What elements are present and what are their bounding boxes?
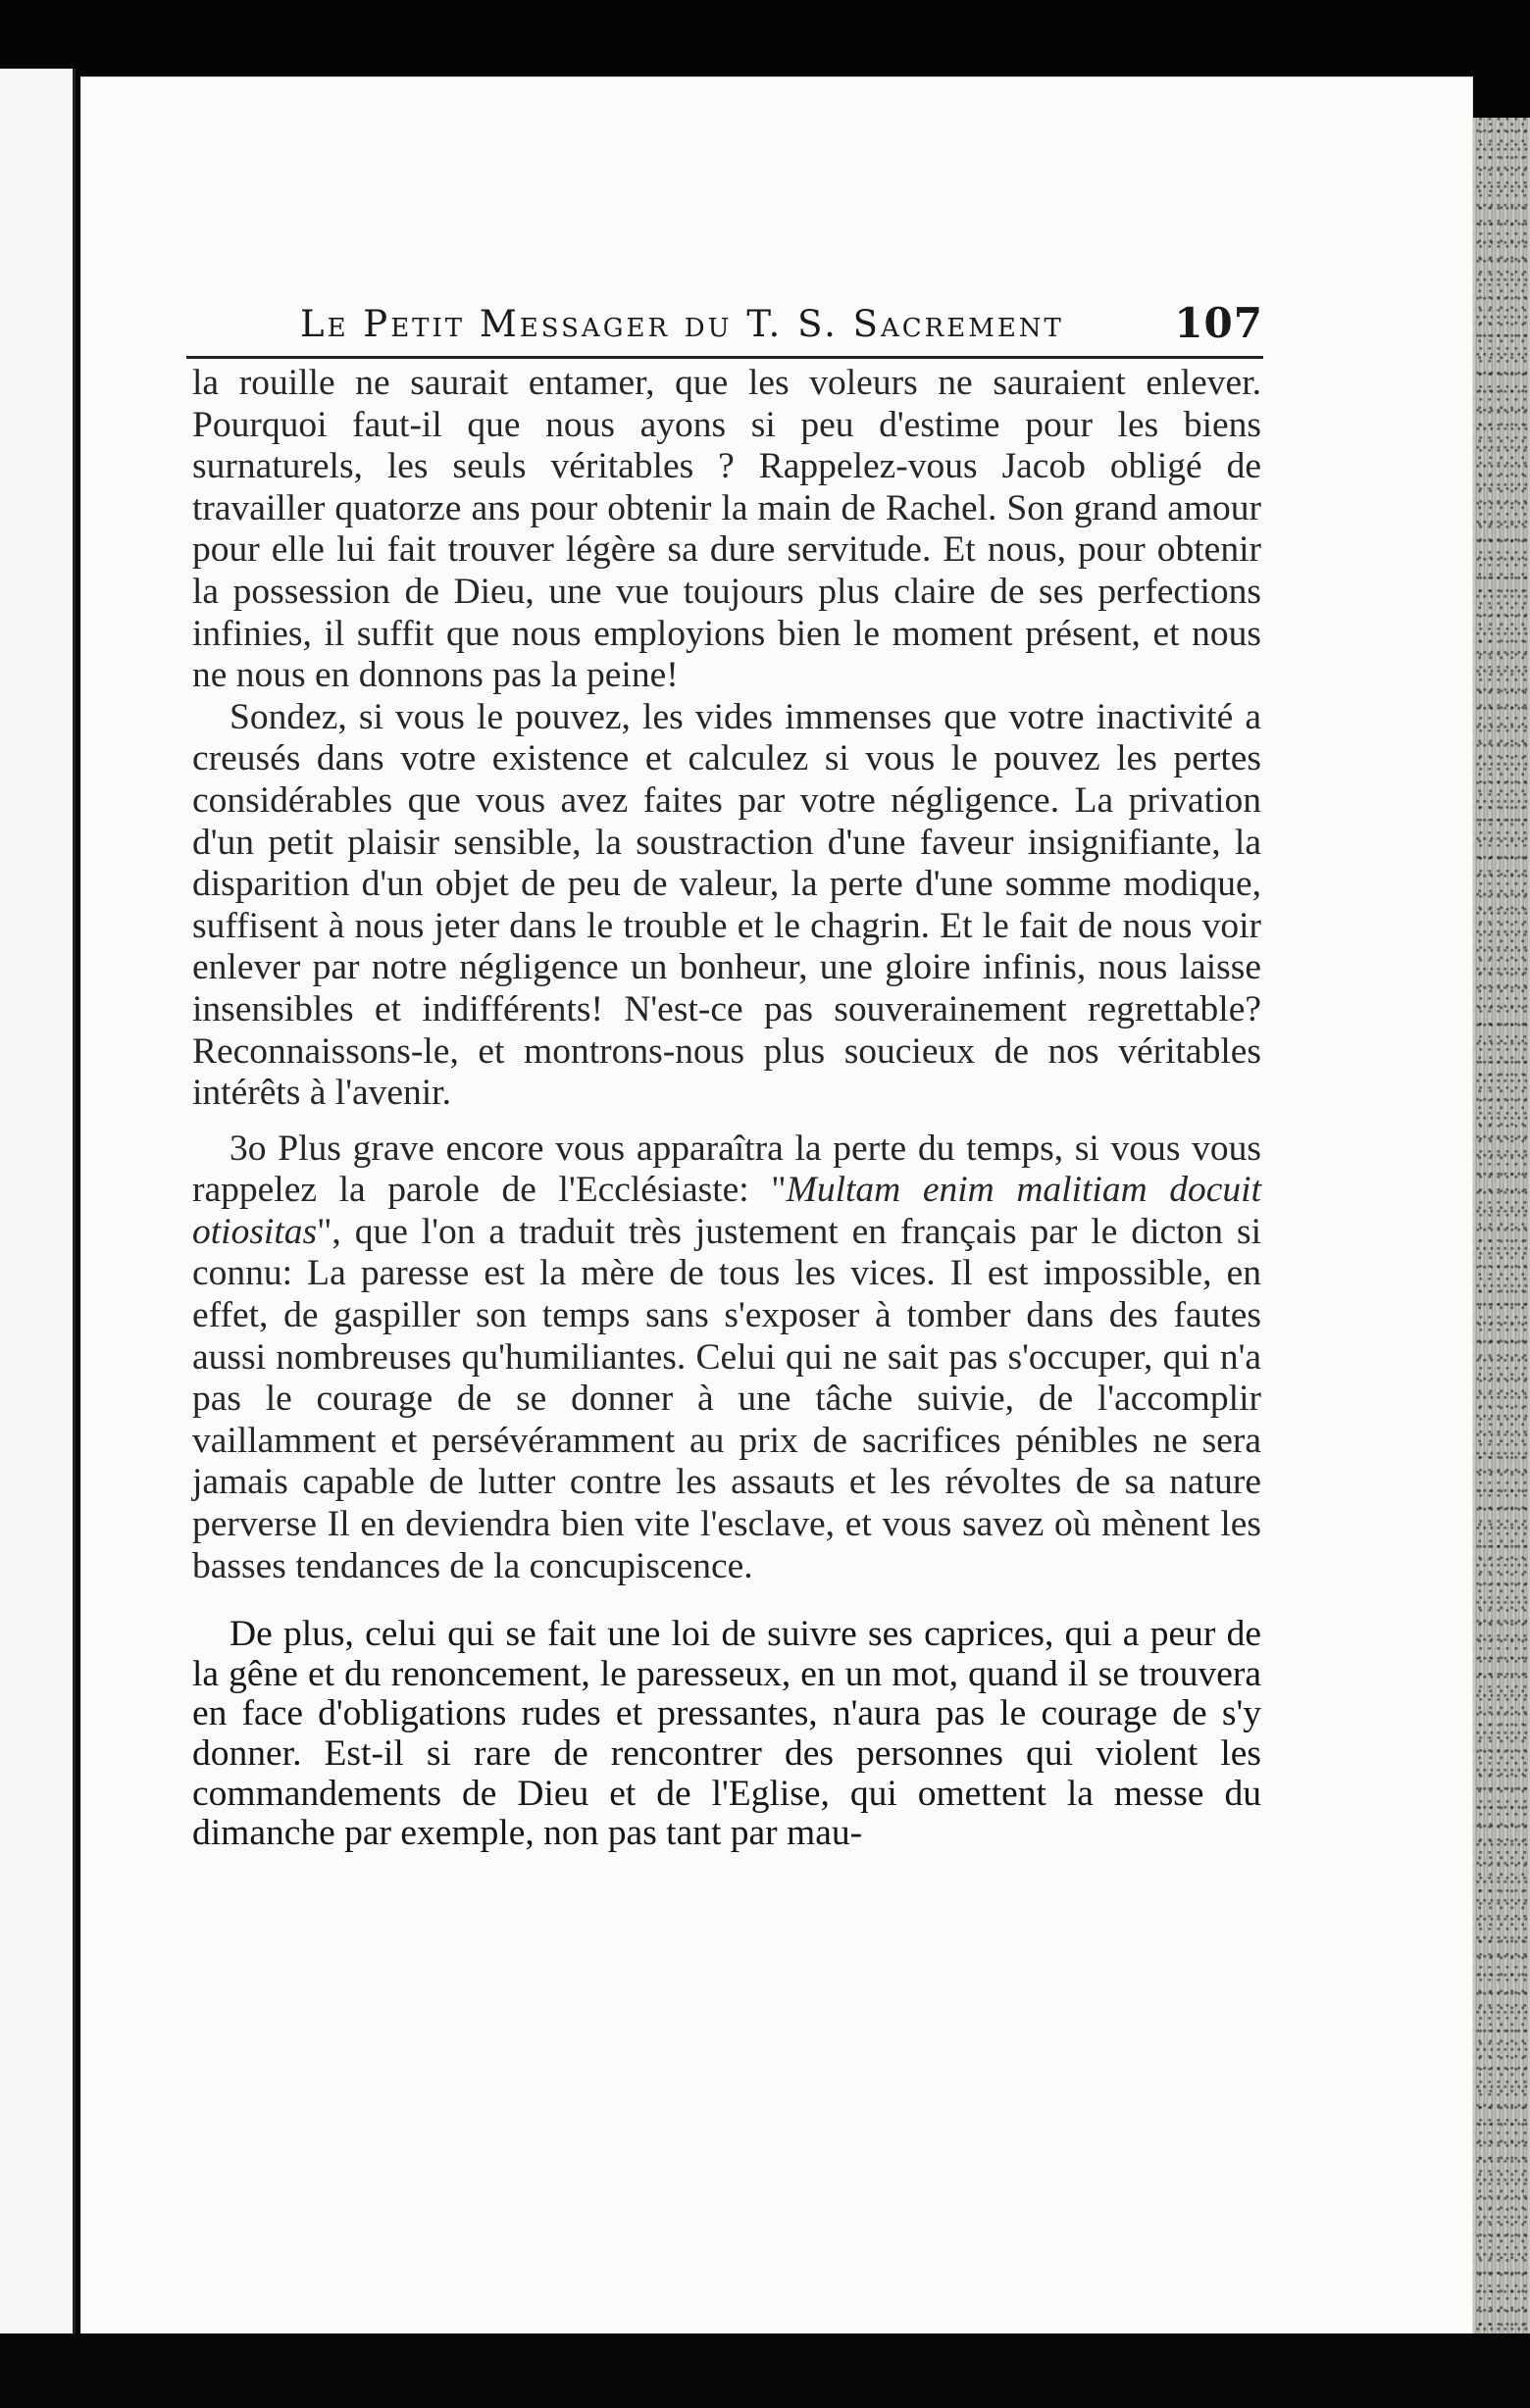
latin-quotation: Multam enim malitiam docuit otiositas	[192, 1170, 1262, 1252]
adjacent-page-edge	[0, 69, 76, 2333]
paragraph-4	[192, 1615, 1261, 1854]
paragraph-3	[192, 1129, 1261, 1588]
body-text	[192, 363, 1261, 1854]
running-header	[186, 299, 1263, 359]
running-title: Le Petit Messager du T. S. Sacrement	[300, 303, 1064, 345]
paragraph-2	[192, 697, 1261, 1115]
paragraph-1	[192, 363, 1261, 697]
paragraph-2-text: Sondez, si vous le pouvez, les vides immenses que votre inactivité a creusés dans votre existence et calculez si vous le pouvez les pertes considérables que vous avez faites par votre négligence. La privation d'un petit plaisir sensible, la soustraction d'une faveur insignifiante, la disparition d'un objet de peu de valeur, la perte d'une somme modique, suffisent à nous jeter dans le trouble et le chagrin. Et le fait de nous voir enlever par notre négligence un bonheur, une gloire infinis, nous laisse insensibles et indifférents! N'est-ce pas souverainement regrettable? Reconnaissons-le, et montrons-nous plus soucieux de nos véritables intérêts à l'avenir.	[192, 696, 1261, 1114]
page-number: 107	[1174, 299, 1263, 347]
paragraph-4-text: De plus, celui qui se fait une loi de suivre ses caprices, qui a peur de la gêne et du renoncement, le paresseux, en un mot, quand il se trouvera en face d'obligations rudes et pressantes, n'aura pas le courage de s'y donner. Est-il si rare de rencontrer des personnes qui violent les commandements de Dieu et de l'Eglise, qui omettent la messe du dimanche par exemple, non pas tant par mau-	[192, 1614, 1261, 1854]
paragraph-1-text: la rouille ne saurait entamer, que les voleurs ne sauraient enlever. Pourquoi faut-il que nous ayons si peu d'estime pour les biens surnaturels, les seuls véritables ? Rappelez-vous Jacob obligé de travailler quatorze ans pour obtenir la main de Rachel. Son grand amour pour elle lui fait trouver légère sa dure servitude. Et nous, pour obtenir la possession de Dieu, une vue toujours plus claire de ses perfections infinies, il suffit que nous employions bien le moment présent, et nous ne nous en donnons pas la peine!	[192, 363, 1261, 696]
scan-bottom-border	[0, 2333, 1530, 2408]
paragraph-3-text-start: 3o Plus grave encore vous apparaîtra la perte du temps, si vous vous rappelez la parole de l'Ecclésiaste: "	[192, 1128, 1261, 1211]
paragraph-3-text-end: ", que l'on a traduit très justement en français par le dicton si connu: La paresse est la mère de tous les vices. Il est impossible, en effet, de gaspiller son temps sans s'exposer à tomber dans des fautes aussi nombreuses qu'humiliantes. Celui qui ne sait pas s'occuper, qui n'a pas le courage de se donner à une tâche suivie, de l'accomplir vaillamment et persévéramment au prix de sacrifices pénibles ne sera jamais capable de lutter contre les assauts et les révoltes de sa nature perverse Il en deviendra bien vite l'esclave, et vous savez où mènent les basses tendances de la concupiscence.	[192, 1211, 1261, 1586]
